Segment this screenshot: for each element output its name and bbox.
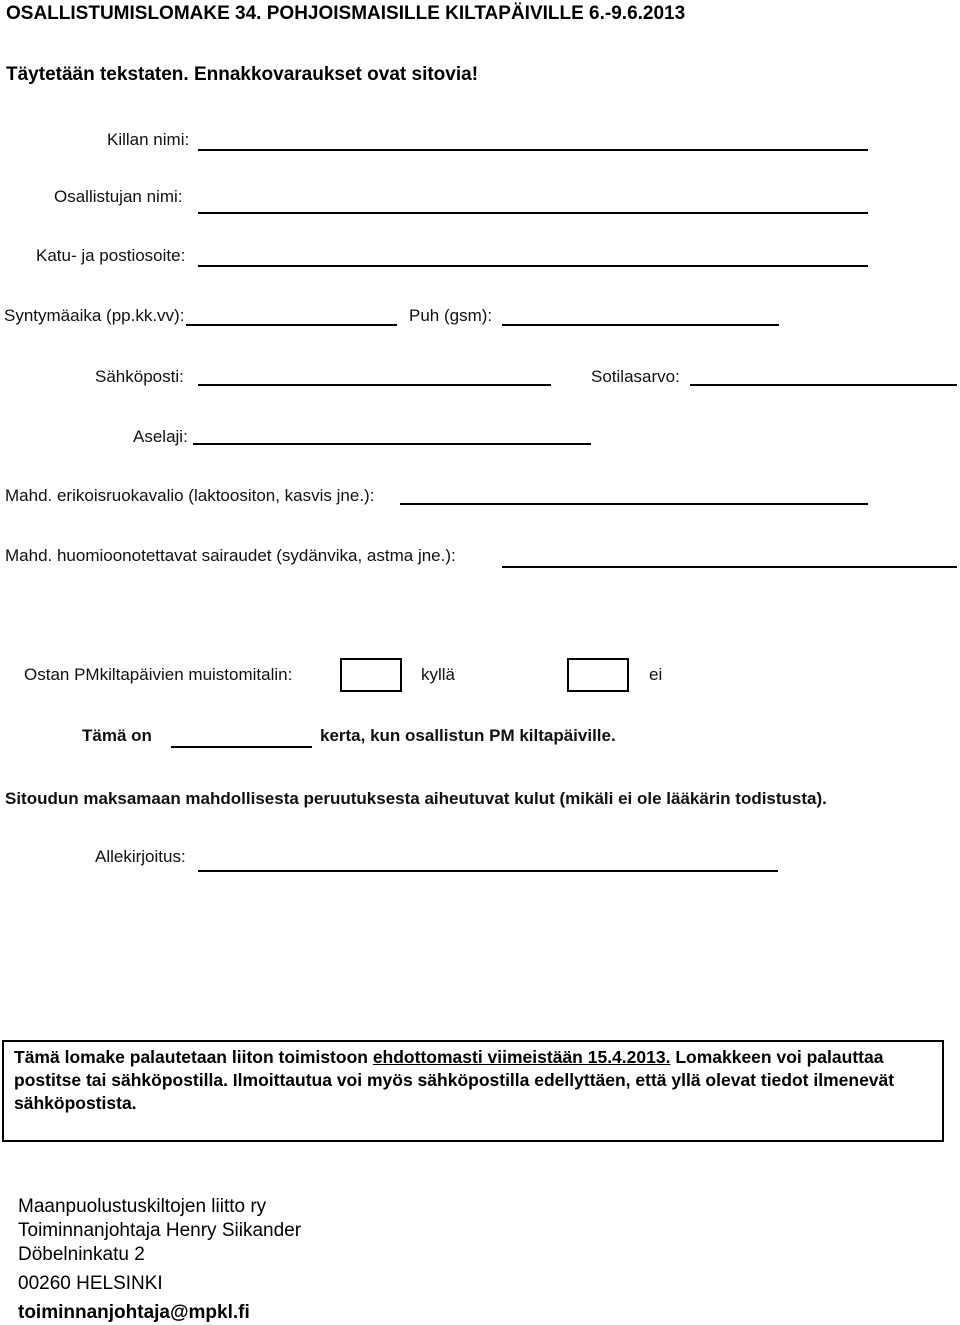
contact-email[interactable]: toiminnanjohtaja@mpkl.fi: [18, 1302, 250, 1323]
phone-field[interactable]: [502, 324, 779, 326]
health-label: Mahd. huomioonotettavat sairaudet (sydänvika, astma jne.):: [5, 546, 456, 565]
participant-name-label: Osallistujan nimi:: [54, 187, 183, 206]
medal-question: Ostan PMkiltapäivien muistomitalin:: [24, 665, 293, 684]
guild-name-label: Killan nimi:: [107, 130, 190, 149]
commitment-text: Sitoudun maksamaan mahdollisesta peruutuksesta aiheutuvat kulut (mikäli ei ole lääkärin todistusta).: [5, 789, 827, 808]
diet-field[interactable]: [400, 503, 868, 505]
birthdate-field[interactable]: [186, 324, 397, 326]
attendance-count-field[interactable]: [171, 746, 312, 748]
rank-label: Sotilasarvo:: [591, 367, 680, 386]
medal-yes-label: kyllä: [421, 665, 456, 684]
branch-field[interactable]: [193, 443, 591, 445]
address-label: Katu- ja postiosoite:: [36, 246, 186, 265]
notice-deadline: ehdottomasti viimeistään 15.4.2013.: [372, 1047, 671, 1067]
signature-label: Allekirjoitus:: [95, 847, 186, 866]
email-field[interactable]: [198, 384, 551, 386]
return-notice-box: [2, 1040, 944, 1142]
contact-city: 00260 HELSINKI: [18, 1273, 163, 1294]
attendance-prefix: Tämä on: [82, 726, 152, 745]
birthdate-label: Syntymäaika (pp.kk.vv):: [4, 306, 185, 325]
attendance-suffix: kerta, kun osallistun PM kiltapäiville.: [320, 726, 616, 745]
address-field[interactable]: [198, 265, 868, 267]
form-subtitle: Täytetään tekstaten. Ennakkovaraukset ovat sitovia!: [6, 64, 479, 85]
medal-no-label: ei: [649, 665, 663, 684]
health-field[interactable]: [502, 566, 957, 568]
form-title: OSALLISTUMISLOMAKE 34. POHJOISMAISILLE KILTAPÄIVILLE 6.-9.6.2013: [6, 3, 686, 24]
guild-name-field[interactable]: [198, 149, 868, 151]
email-label: Sähköposti:: [95, 367, 184, 386]
medal-yes-checkbox[interactable]: [340, 658, 402, 692]
phone-label: Puh (gsm):: [409, 306, 493, 325]
contact-street: Döbelninkatu 2: [18, 1244, 145, 1265]
diet-label: Mahd. erikoisruokavalio (laktoositon, kasvis jne.):: [5, 486, 375, 505]
medal-no-checkbox[interactable]: [567, 658, 629, 692]
signature-field[interactable]: [198, 870, 778, 872]
rank-field[interactable]: [690, 384, 957, 386]
notice-text-part2: Lomakkeen voi palauttaa postitse tai sähköpostilla. Ilmoittautua voi myös sähköpostilla edellyttäen, että yllä olevat tiedot ilmenevät sähköpostista.: [14, 1047, 895, 1113]
participant-name-field[interactable]: [198, 212, 868, 214]
branch-label: Aselaji:: [133, 427, 188, 446]
contact-org: Maanpuolustuskiltojen liitto ry: [18, 1196, 267, 1217]
notice-text-part1: Tämä lomake palautetaan liiton toimistoon: [14, 1047, 373, 1067]
contact-person: Toiminnanjohtaja Henry Siikander: [18, 1220, 302, 1241]
